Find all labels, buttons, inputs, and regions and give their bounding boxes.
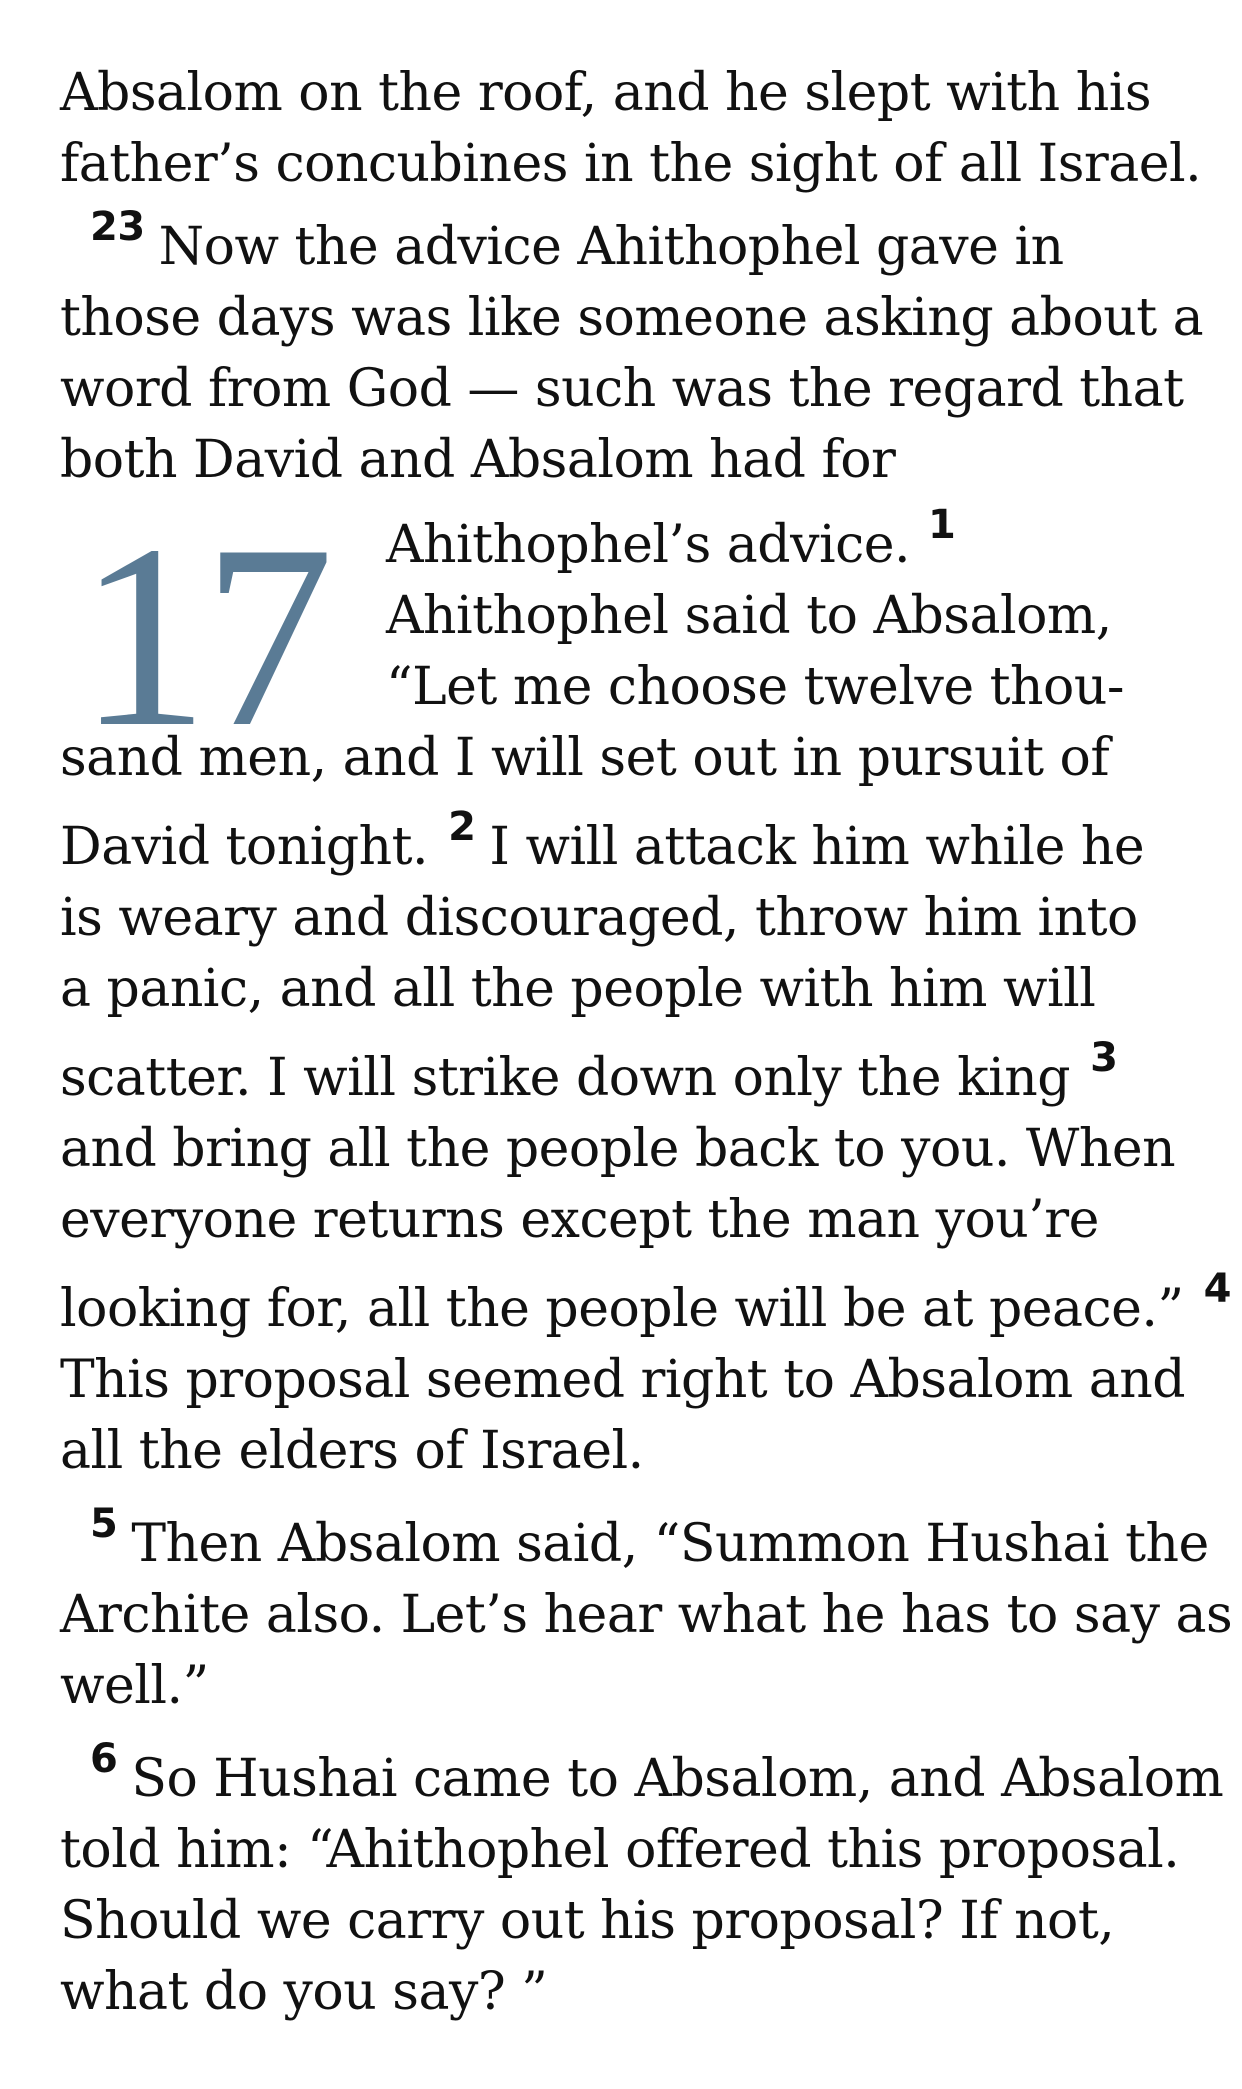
verse-number: 1 xyxy=(928,502,956,548)
verse-text: looking for, all the people will be at peace.” xyxy=(60,1279,1184,1339)
verse-text: Now the advice Ahithophel gave in xyxy=(158,217,1064,277)
text-line: This proposal seemed right to Absalom and xyxy=(60,1350,1186,1410)
chapter-intro-lines xyxy=(386,502,1124,723)
text-line xyxy=(60,804,1190,883)
text-line: “Let me choose twelve thou- xyxy=(386,657,1124,717)
verse-text: So Hushai came to Absalom, and Absalom xyxy=(131,1749,1224,1809)
text-line: Should we carry out his proposal? If not, xyxy=(60,1891,1115,1951)
text-line xyxy=(60,1266,1231,1345)
verse-6-first-line xyxy=(60,1736,1224,1815)
text-line: word from God — such was the regard that xyxy=(60,359,1184,419)
scripture-text xyxy=(60,58,1233,2028)
text-line xyxy=(386,502,1124,581)
verse-number: 5 xyxy=(90,1501,118,1547)
text-line: Archite also. Let’s hear what he has to say as xyxy=(60,1585,1233,1645)
verse-number: 23 xyxy=(90,204,145,250)
text-line: well.” xyxy=(60,1656,209,1716)
text-line: Absalom on the roof, and he slept with his xyxy=(60,63,1152,123)
verse-text: Ahithophel’s advice. xyxy=(386,515,911,575)
text-line: what do you say? ” xyxy=(60,1962,548,2022)
text-line: a panic, and all the people with him will xyxy=(60,959,1096,1019)
verse-5-first-line xyxy=(60,1501,1209,1580)
verse-23-first-line xyxy=(60,204,1190,283)
text-line: and bring all the people back to you. When xyxy=(60,1119,1176,1179)
text-line: told him: “Ahithophel offered this proposal. xyxy=(60,1820,1180,1880)
text-line: father’s concubines in the sight of all Israel. xyxy=(60,134,1202,194)
verse-text: Then Absalom said, “Summon Hushai the xyxy=(131,1514,1209,1574)
text-line: everyone returns except the man you’re xyxy=(60,1190,1099,1250)
verse-number: 4 xyxy=(1203,1266,1231,1312)
text-line: Ahithophel said to Absalom, xyxy=(386,586,1112,646)
verse-number: 3 xyxy=(1090,1035,1118,1081)
verse-text: David tonight. xyxy=(60,817,429,877)
text-line: is weary and discouraged, throw him into xyxy=(60,888,1138,948)
verse-number: 6 xyxy=(90,1736,118,1782)
verse-number: 2 xyxy=(448,804,476,850)
text-line: both David and Absalom had for xyxy=(60,430,896,490)
verse-text: I will attack him while he xyxy=(489,817,1145,877)
text-line: sand men, and I will set out in pursuit of xyxy=(60,728,1110,788)
text-line xyxy=(60,1035,1190,1114)
text-line: all the elders of Israel. xyxy=(60,1421,644,1481)
chapter-number: 17 xyxy=(78,491,328,781)
text-line: those days was like someone asking about a xyxy=(60,288,1204,348)
verse-text: scatter. I will strike down only the king xyxy=(60,1048,1071,1108)
